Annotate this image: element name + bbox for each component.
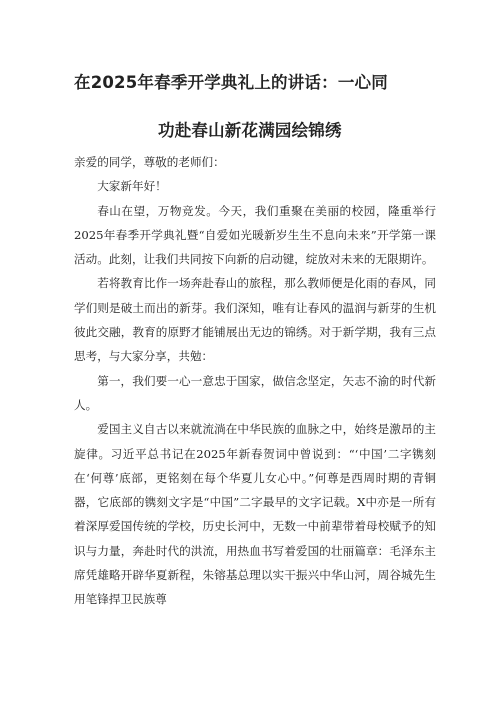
paragraph-opening: 春山在望，万物竞发。今天，我们重聚在美丽的校园，隆重举行2025年春季开学典礼暨“自爱如光暖新岁生生不息向未来”开学第一课活动。此刻，让我们共同按下向新的启动键，绽放对未来的无限期许。: [74, 203, 436, 267]
paragraph-patriotism: 爱国主义自古以来就流淌在中华民族的血脉之中，始终是激昂的主旋律。习近平总书记在2025年新春贺词中曾说到：“‘中国’二字镌刻在‘何尊’底部，更铭刻在每个华夏儿女心中。”何尊是西周时期的青铜器，它底部的镌刻文字是“中国”二字最早的文字记载。X中亦是一所有着深厚爱国传统的学校，历史长河中，无数一中前辈带着母校赋予的知识与力量，奔赴时代的洪流，用热血书写着爱国的壮丽篇章：毛泽东主席凭雄略开辟华夏新程，朱镕基总理以实干振兴中华山河，周谷城先生用笔锋捍卫民族尊: [74, 422, 436, 607]
paragraph-education-metaphor: 若将教育比作一场奔赴春山的旅程，那么教师便是化雨的春风，同学们则是破土而出的新芽。我们深知，唯有让春风的温润与新芽的生机彼此交融，教育的原野才能铺展出无边的锦绣。对于新学期，我有三点思考，与大家分享，共勉：: [74, 276, 436, 364]
paragraph-greeting: 大家新年好！: [97, 179, 167, 194]
document-body: [74, 150, 436, 612]
paragraph-point-one: 第一，我们要一心一意忠于国家，做信念坚定，矢志不渝的时代新人。: [74, 373, 436, 412]
document-title-line-1: 在2025年春季开学典礼上的讲话：一心同: [74, 73, 388, 92]
document-title-line-2: 功赴春山新花满园绘锦绣: [158, 121, 342, 140]
salutation: 亲爱的同学，尊敬的老师们：: [74, 155, 225, 169]
